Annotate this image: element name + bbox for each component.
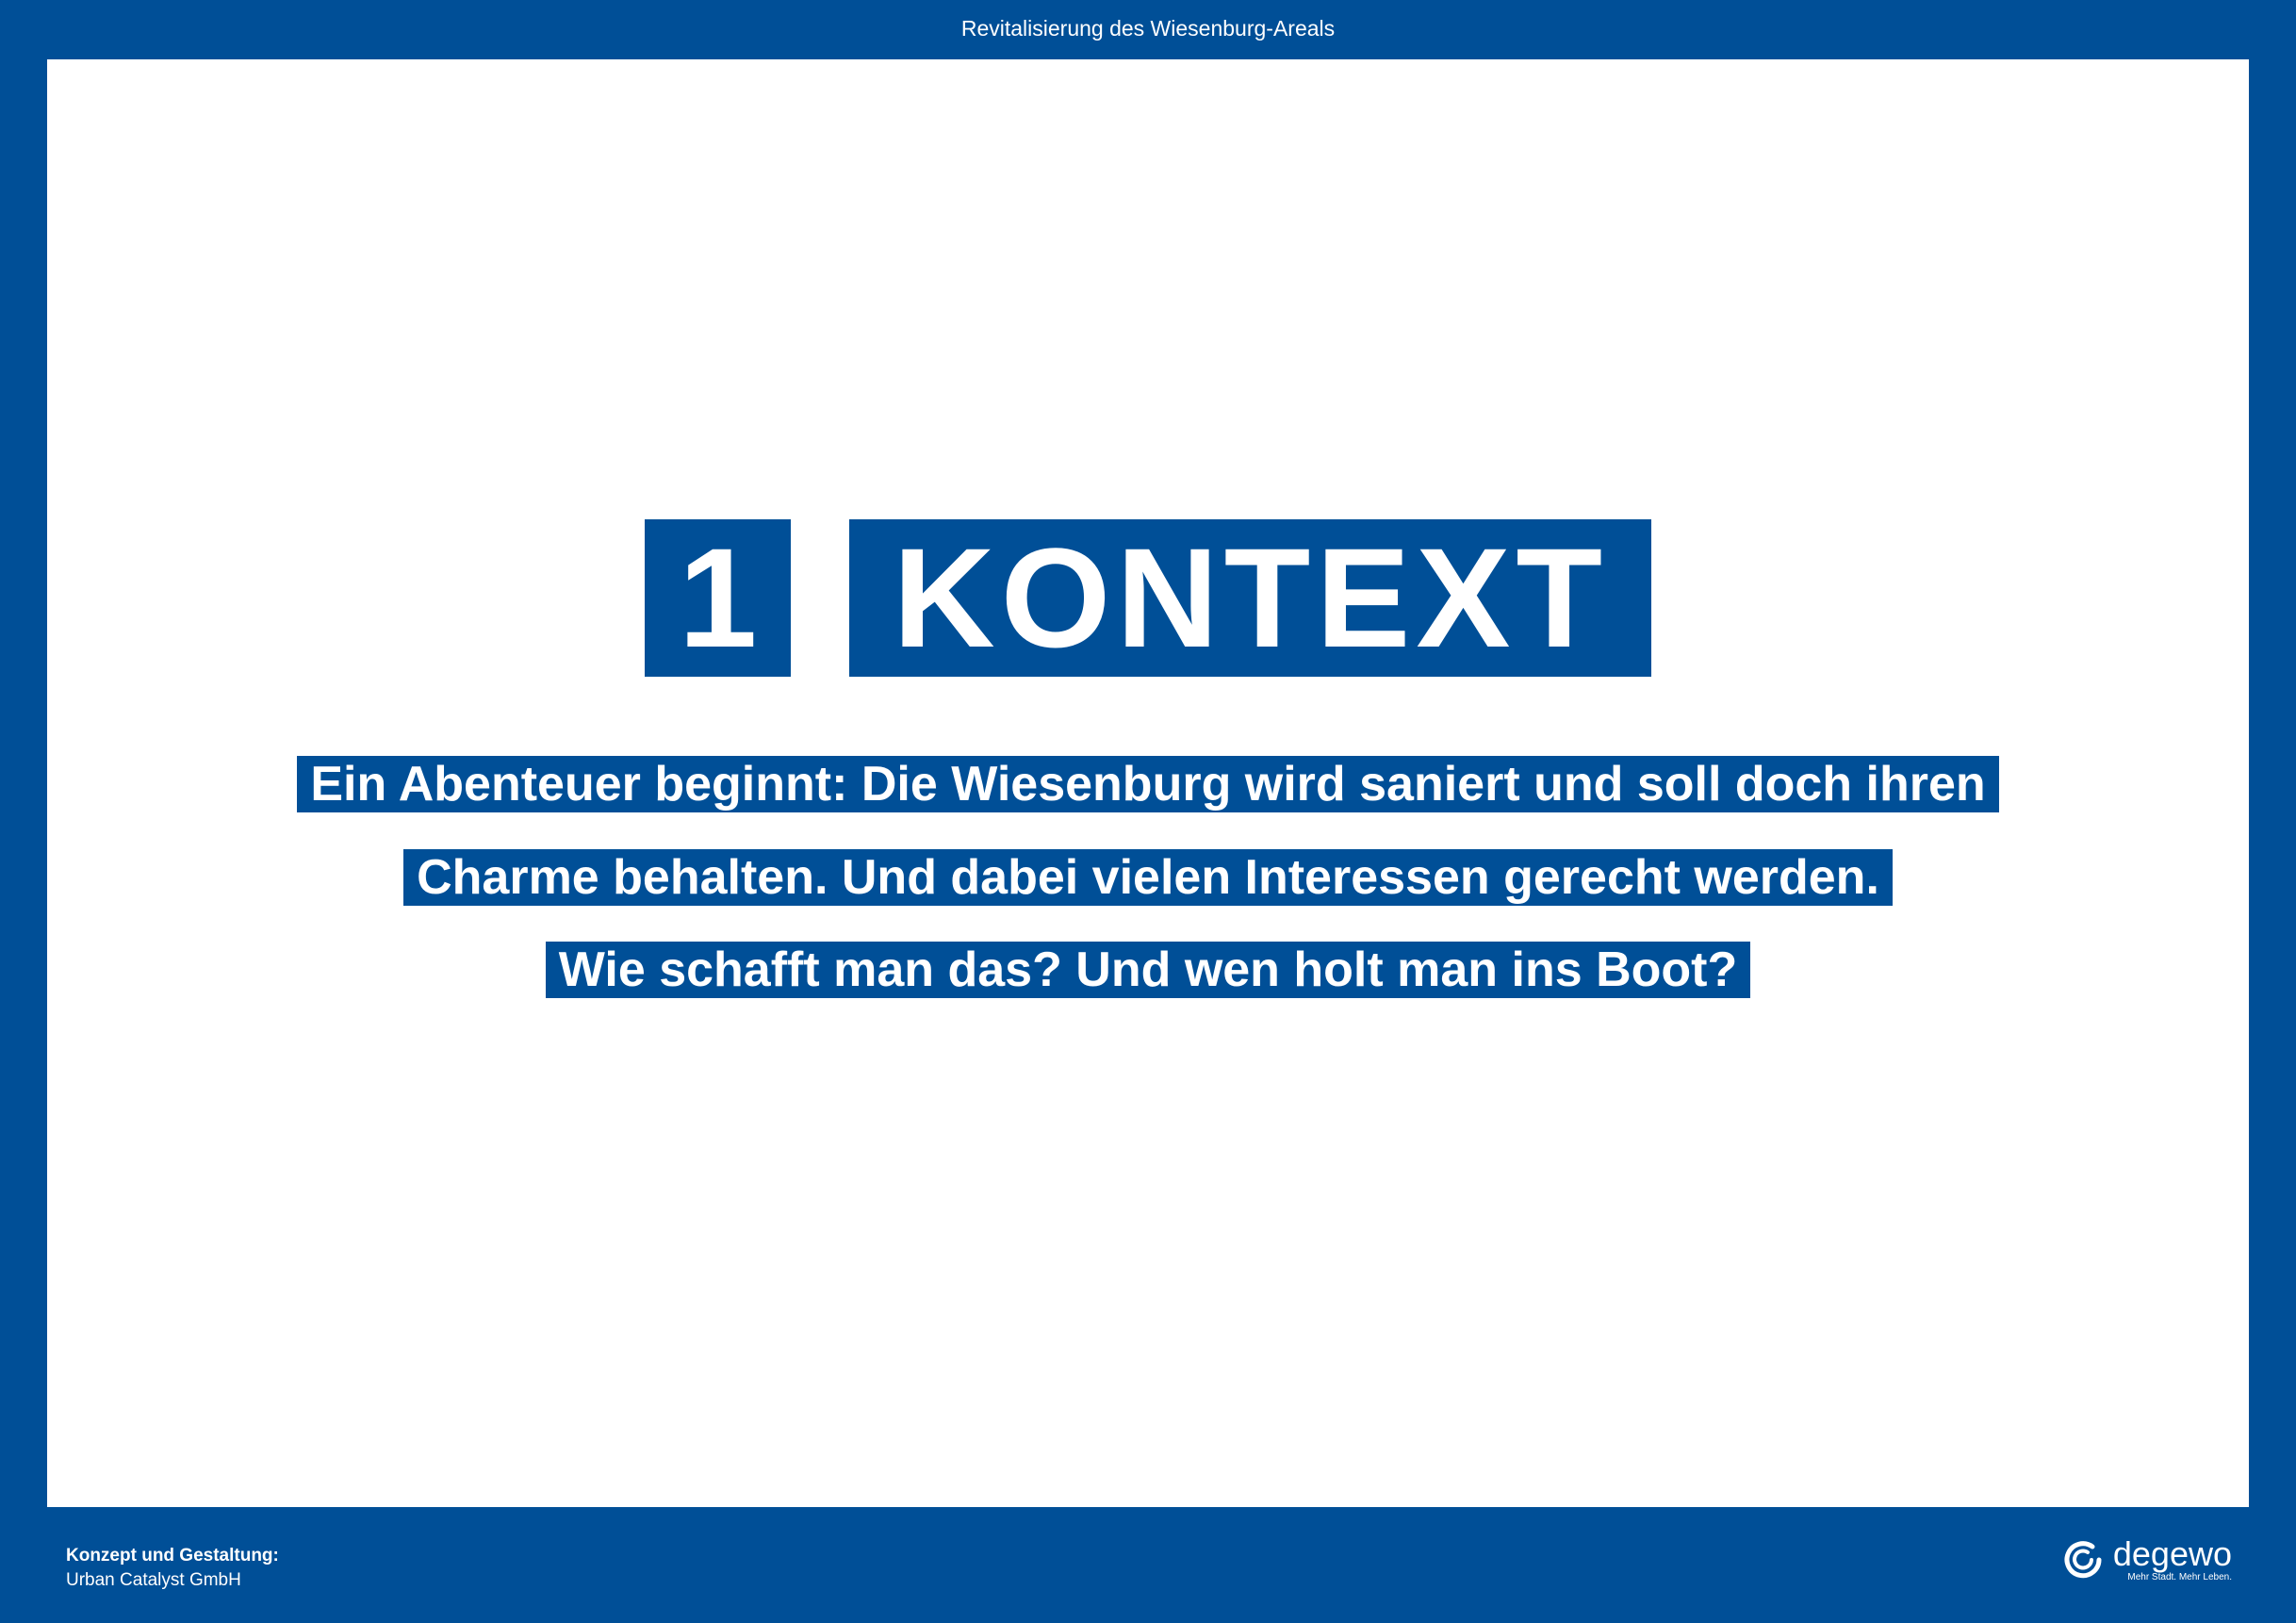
intro-line-text: Wie schafft man das? Und wen holt man ins Boot? [546, 942, 1751, 998]
footer-credits [66, 1544, 279, 1593]
section-heading [47, 519, 2249, 677]
logo-name: degewo [2112, 1534, 2232, 1573]
credit-value: Urban Catalyst GmbH [66, 1570, 241, 1590]
intro-line [47, 942, 2249, 998]
section-title: KONTEXT [849, 519, 1651, 677]
content-panel [47, 59, 2249, 1507]
logo-tagline: Mehr Stadt. Mehr Leben. [2127, 1572, 2232, 1582]
section-number: 1 [645, 519, 791, 677]
intro-line [47, 756, 2249, 812]
logo-text [2113, 1536, 2232, 1583]
page-header-title: Revitalisierung des Wiesenburg-Areals [960, 16, 1336, 41]
degewo-logo [2062, 1536, 2232, 1583]
intro-line-text: Charme behalten. Und dabei vielen Interessen gerecht werden. [403, 849, 1893, 906]
intro-line-text: Ein Abenteuer beginnt: Die Wiesenburg wird saniert und soll doch ihren [297, 756, 1998, 812]
credit-label: Konzept und Gestaltung: [66, 1546, 279, 1566]
intro-line [47, 849, 2249, 906]
degewo-logo-icon [2062, 1538, 2106, 1582]
